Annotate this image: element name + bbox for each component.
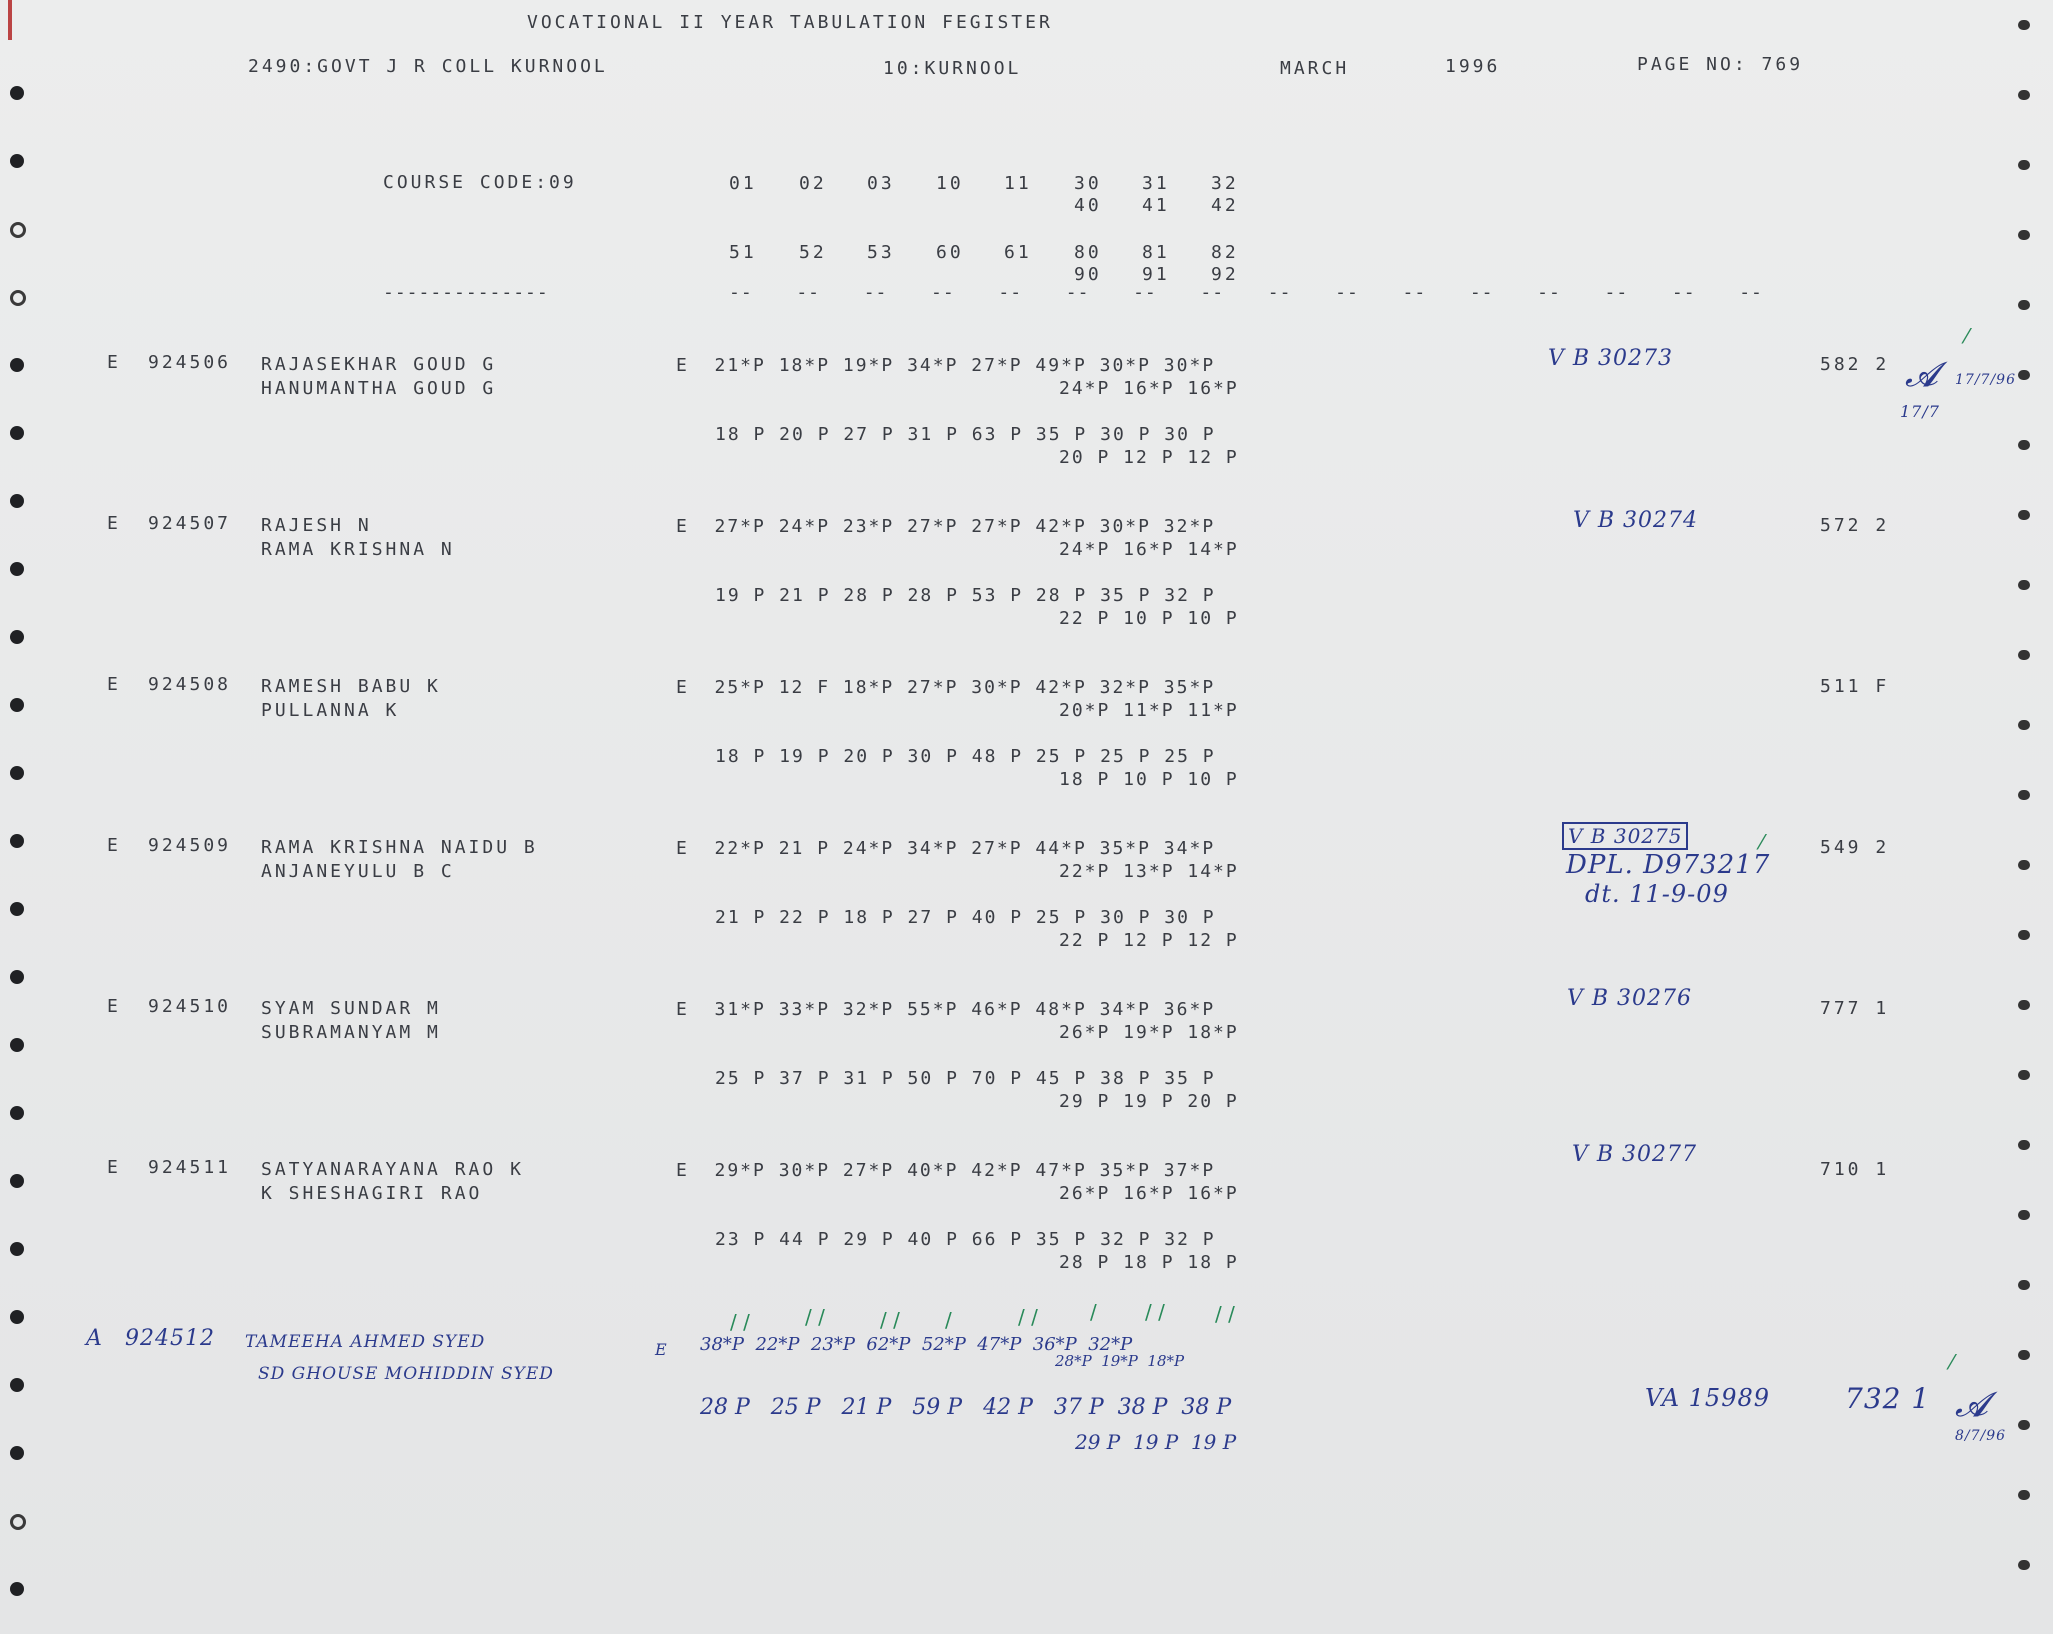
check-mark-icon: ⁄ <box>1760 830 1764 854</box>
punch-hole <box>10 1174 24 1188</box>
tractor-hole <box>2018 230 2030 240</box>
tractor-hole <box>2018 790 2030 800</box>
punch-hole <box>10 290 26 306</box>
exam-month: MARCH <box>1280 58 1350 79</box>
tractor-hole <box>2018 300 2030 310</box>
punch-hole <box>10 698 24 712</box>
punch-hole <box>10 1242 24 1256</box>
result-status: E <box>107 513 121 534</box>
check-mark-icon: / / <box>730 1310 750 1334</box>
subject-code: 30 <box>1074 173 1102 194</box>
punch-hole <box>10 1582 24 1596</box>
result-status: E <box>107 352 121 373</box>
handwritten-note: V B 30273 <box>1548 346 1674 371</box>
roll-number: 924511 <box>148 1157 232 1178</box>
marks-row: E 31*P 33*P 32*P 55*P 46*P 48*P 34*P 36*P <box>676 999 1216 1020</box>
punch-hole <box>10 1310 24 1324</box>
tractor-hole <box>2018 1140 2030 1150</box>
marks-row: 23 P 44 P 29 P 40 P 66 P 35 P 32 P 32 P <box>715 1229 1216 1250</box>
punch-hole <box>10 766 24 780</box>
tractor-hole <box>2018 930 2030 940</box>
tractor-hole <box>2018 580 2030 590</box>
handwritten-note: V B 30274 <box>1573 508 1699 533</box>
initial-date: 17/7/96 <box>1955 372 2016 388</box>
subject-code: 81 <box>1142 242 1170 263</box>
marks-row: 20 P 12 P 12 P <box>1059 447 1239 468</box>
total-marks: 582 2 <box>1820 354 1890 375</box>
marks-row: 26*P 19*P 18*P <box>1059 1022 1239 1043</box>
marks-row: 28 P 18 P 18 P <box>1059 1252 1239 1273</box>
subject-code: 91 <box>1142 264 1170 285</box>
father-name: SUBRAMANYAM M <box>261 1022 441 1043</box>
tractor-hole <box>2018 1420 2030 1430</box>
tractor-hole <box>2018 1280 2030 1290</box>
tractor-hole <box>2018 720 2030 730</box>
subject-code: 90 <box>1074 264 1102 285</box>
roll-number: 924507 <box>148 513 232 534</box>
roll-number: 924510 <box>148 996 232 1017</box>
district-name: 10:KURNOOL <box>883 58 1022 79</box>
punch-hole <box>10 86 24 100</box>
marks-row: 28 P 25 P 21 P 59 P 42 P 37 P 38 P 38 P <box>700 1395 1232 1420</box>
check-mark-icon: ⁄ <box>1965 324 1969 348</box>
tractor-hole <box>2018 650 2030 660</box>
punch-hole <box>10 630 24 644</box>
marks-row: 22*P 13*P 14*P <box>1059 861 1239 882</box>
marks-row: 24*P 16*P 14*P <box>1059 539 1239 560</box>
marks-row: 28*P 19*P 18*P <box>1055 1352 1185 1370</box>
column-dashes: -- -- -- -- -- -- -- -- -- -- -- -- -- -- -- -- <box>729 282 1763 303</box>
subject-code: 01 <box>729 173 757 194</box>
punch-hole <box>10 222 26 238</box>
punch-hole <box>10 1514 26 1530</box>
signature-initial: 𝓐 <box>1905 355 1939 395</box>
total-marks: 732 1 <box>1845 1382 1931 1415</box>
tractor-hole <box>2018 1000 2030 1010</box>
subject-code: 51 <box>729 242 757 263</box>
tractor-hole <box>2018 440 2030 450</box>
subject-code: 31 <box>1142 173 1170 194</box>
punch-hole <box>10 1038 24 1052</box>
check-mark-icon: / / <box>1018 1305 1038 1329</box>
total-marks: 777 1 <box>1820 998 1890 1019</box>
punch-hole <box>10 562 24 576</box>
marks-row: E 29*P 30*P 27*P 40*P 42*P 47*P 35*P 37*P <box>676 1160 1216 1181</box>
subject-code: 53 <box>867 242 895 263</box>
marks-row: 18 P 20 P 27 P 31 P 63 P 35 P 30 P 30 P <box>715 424 1216 445</box>
punch-hole <box>10 426 24 440</box>
marks-row: E 21*P 18*P 19*P 34*P 27*P 49*P 30*P 30*P <box>676 355 1216 376</box>
page-number: PAGE NO: 769 <box>1637 54 1804 75</box>
subject-code: 02 <box>799 173 827 194</box>
roll-number: 924512 <box>125 1326 215 1351</box>
father-name: PULLANNA K <box>261 700 400 721</box>
student-name: SATYANARAYANA RAO K <box>261 1159 524 1180</box>
result-status: E <box>655 1340 667 1359</box>
marks-row: 29 P 19 P 20 P <box>1059 1091 1239 1112</box>
check-mark-icon: / / <box>1145 1300 1165 1324</box>
subject-code: 60 <box>936 242 964 263</box>
marks-row: 22 P 10 P 10 P <box>1059 608 1239 629</box>
marks-row: 26*P 16*P 16*P <box>1059 1183 1239 1204</box>
student-name: RAJASEKHAR GOUD G <box>261 354 497 375</box>
handwritten-note: VA 15989 <box>1645 1384 1771 1412</box>
punch-hole <box>10 358 24 372</box>
tractor-hole <box>2018 1490 2030 1500</box>
student-name: RAMESH BABU K <box>261 676 441 697</box>
check-mark-icon: / / <box>880 1308 900 1332</box>
marks-row: 19 P 21 P 28 P 28 P 53 P 28 P 35 P 32 P <box>715 585 1216 606</box>
result-status: E <box>107 835 121 856</box>
result-status: E <box>107 996 121 1017</box>
punch-hole <box>10 1378 24 1392</box>
header-underline: -------------- <box>383 282 549 303</box>
duplicate-certificate-note: DPL. D973217 <box>1566 850 1771 880</box>
tractor-hole <box>2018 90 2030 100</box>
father-name: ANJANEYULU B C <box>261 861 455 882</box>
subject-code: 03 <box>867 173 895 194</box>
tractor-hole <box>2018 370 2030 380</box>
total-marks: 710 1 <box>1820 1159 1890 1180</box>
initial-date: 17/7 <box>1900 402 1940 421</box>
marks-row: 18 P 10 P 10 P <box>1059 769 1239 790</box>
initial-date: 8/7/96 <box>1955 1428 2007 1444</box>
roll-number: 924508 <box>148 674 232 695</box>
marks-row: 25 P 37 P 31 P 50 P 70 P 45 P 38 P 35 P <box>715 1068 1216 1089</box>
student-name: RAJESH N <box>261 515 372 536</box>
register-title: VOCATIONAL II YEAR TABULATION FEGISTER <box>527 12 1053 33</box>
course-code: COURSE CODE:09 <box>383 172 577 193</box>
student-name: RAMA KRISHNA NAIDU B <box>261 837 538 858</box>
subject-code: 92 <box>1211 264 1239 285</box>
tractor-hole <box>2018 1070 2030 1080</box>
handwritten-note: V B 30276 <box>1567 986 1693 1011</box>
marks-row: 18 P 19 P 20 P 30 P 48 P 25 P 25 P 25 P <box>715 746 1216 767</box>
punch-hole <box>10 1106 24 1120</box>
subject-code: 10 <box>936 173 964 194</box>
subject-code: 42 <box>1211 195 1239 216</box>
college-name: 2490:GOVT J R COLL KURNOOL <box>248 56 608 77</box>
total-marks: 549 2 <box>1820 837 1890 858</box>
tractor-hole <box>2018 1560 2030 1570</box>
result-status: E <box>107 674 121 695</box>
handwritten-note: V B 30277 <box>1572 1142 1698 1167</box>
signature-initial: 𝓐 <box>1955 1385 1989 1425</box>
subject-code: 82 <box>1211 242 1239 263</box>
total-marks: 511 F <box>1820 676 1890 697</box>
subject-code: 32 <box>1211 173 1239 194</box>
tractor-hole <box>2018 860 2030 870</box>
tractor-hole <box>2018 510 2030 520</box>
father-name: SD GHOUSE MOHIDDIN SYED <box>258 1364 554 1384</box>
student-name: TAMEEHA AHMED SYED <box>245 1332 486 1352</box>
result-status: E <box>107 1157 121 1178</box>
punch-hole <box>10 1446 24 1460</box>
subject-code: 11 <box>1004 173 1032 194</box>
punch-hole <box>10 154 24 168</box>
tractor-hole <box>2018 160 2030 170</box>
marks-row: 22 P 12 P 12 P <box>1059 930 1239 951</box>
result-status: A <box>86 1326 103 1351</box>
punch-hole <box>10 834 24 848</box>
marks-row: 29 P 19 P 19 P <box>1075 1430 1237 1454</box>
tractor-hole <box>2018 1350 2030 1360</box>
father-name: HANUMANTHA GOUD G <box>261 378 497 399</box>
duplicate-certificate-date: dt. 11-9-09 <box>1585 880 1729 908</box>
roll-number: 924509 <box>148 835 232 856</box>
student-name: SYAM SUNDAR M <box>261 998 441 1019</box>
roll-number: 924506 <box>148 352 232 373</box>
subject-code: 52 <box>799 242 827 263</box>
subject-code: 40 <box>1074 195 1102 216</box>
father-name: K SHESHAGIRI RAO <box>261 1183 483 1204</box>
handwritten-note-boxed: V B 30275 <box>1562 822 1688 850</box>
marks-row: 24*P 16*P 16*P <box>1059 378 1239 399</box>
total-marks: 572 2 <box>1820 515 1890 536</box>
check-mark-icon: / / <box>1215 1302 1235 1326</box>
check-mark-icon: / <box>945 1308 952 1332</box>
tractor-hole <box>2018 20 2030 30</box>
punch-hole <box>10 494 24 508</box>
exam-year: 1996 <box>1445 56 1501 77</box>
subject-code: 61 <box>1004 242 1032 263</box>
marks-row: 20*P 11*P 11*P <box>1059 700 1239 721</box>
punch-hole <box>10 970 24 984</box>
subject-code: 80 <box>1074 242 1102 263</box>
punch-hole <box>10 902 24 916</box>
check-mark-icon: / / <box>805 1305 825 1329</box>
tractor-hole <box>2018 1210 2030 1220</box>
marks-row: E 27*P 24*P 23*P 27*P 27*P 42*P 30*P 32*P <box>676 516 1216 537</box>
marks-row: 38*P 22*P 23*P 62*P 52*P 47*P 36*P 32*P <box>700 1334 1133 1355</box>
marks-row: E 22*P 21 P 24*P 34*P 27*P 44*P 35*P 34*P <box>676 838 1216 859</box>
marks-row: E 25*P 12 F 18*P 27*P 30*P 42*P 32*P 35*P <box>676 677 1216 698</box>
check-mark-icon: / <box>1090 1300 1097 1324</box>
marks-row: 21 P 22 P 18 P 27 P 40 P 25 P 30 P 30 P <box>715 907 1216 928</box>
binding-edge <box>8 0 12 40</box>
check-mark-icon: ⁄ <box>1950 1350 1954 1374</box>
subject-code: 41 <box>1142 195 1170 216</box>
father-name: RAMA KRISHNA N <box>261 539 455 560</box>
